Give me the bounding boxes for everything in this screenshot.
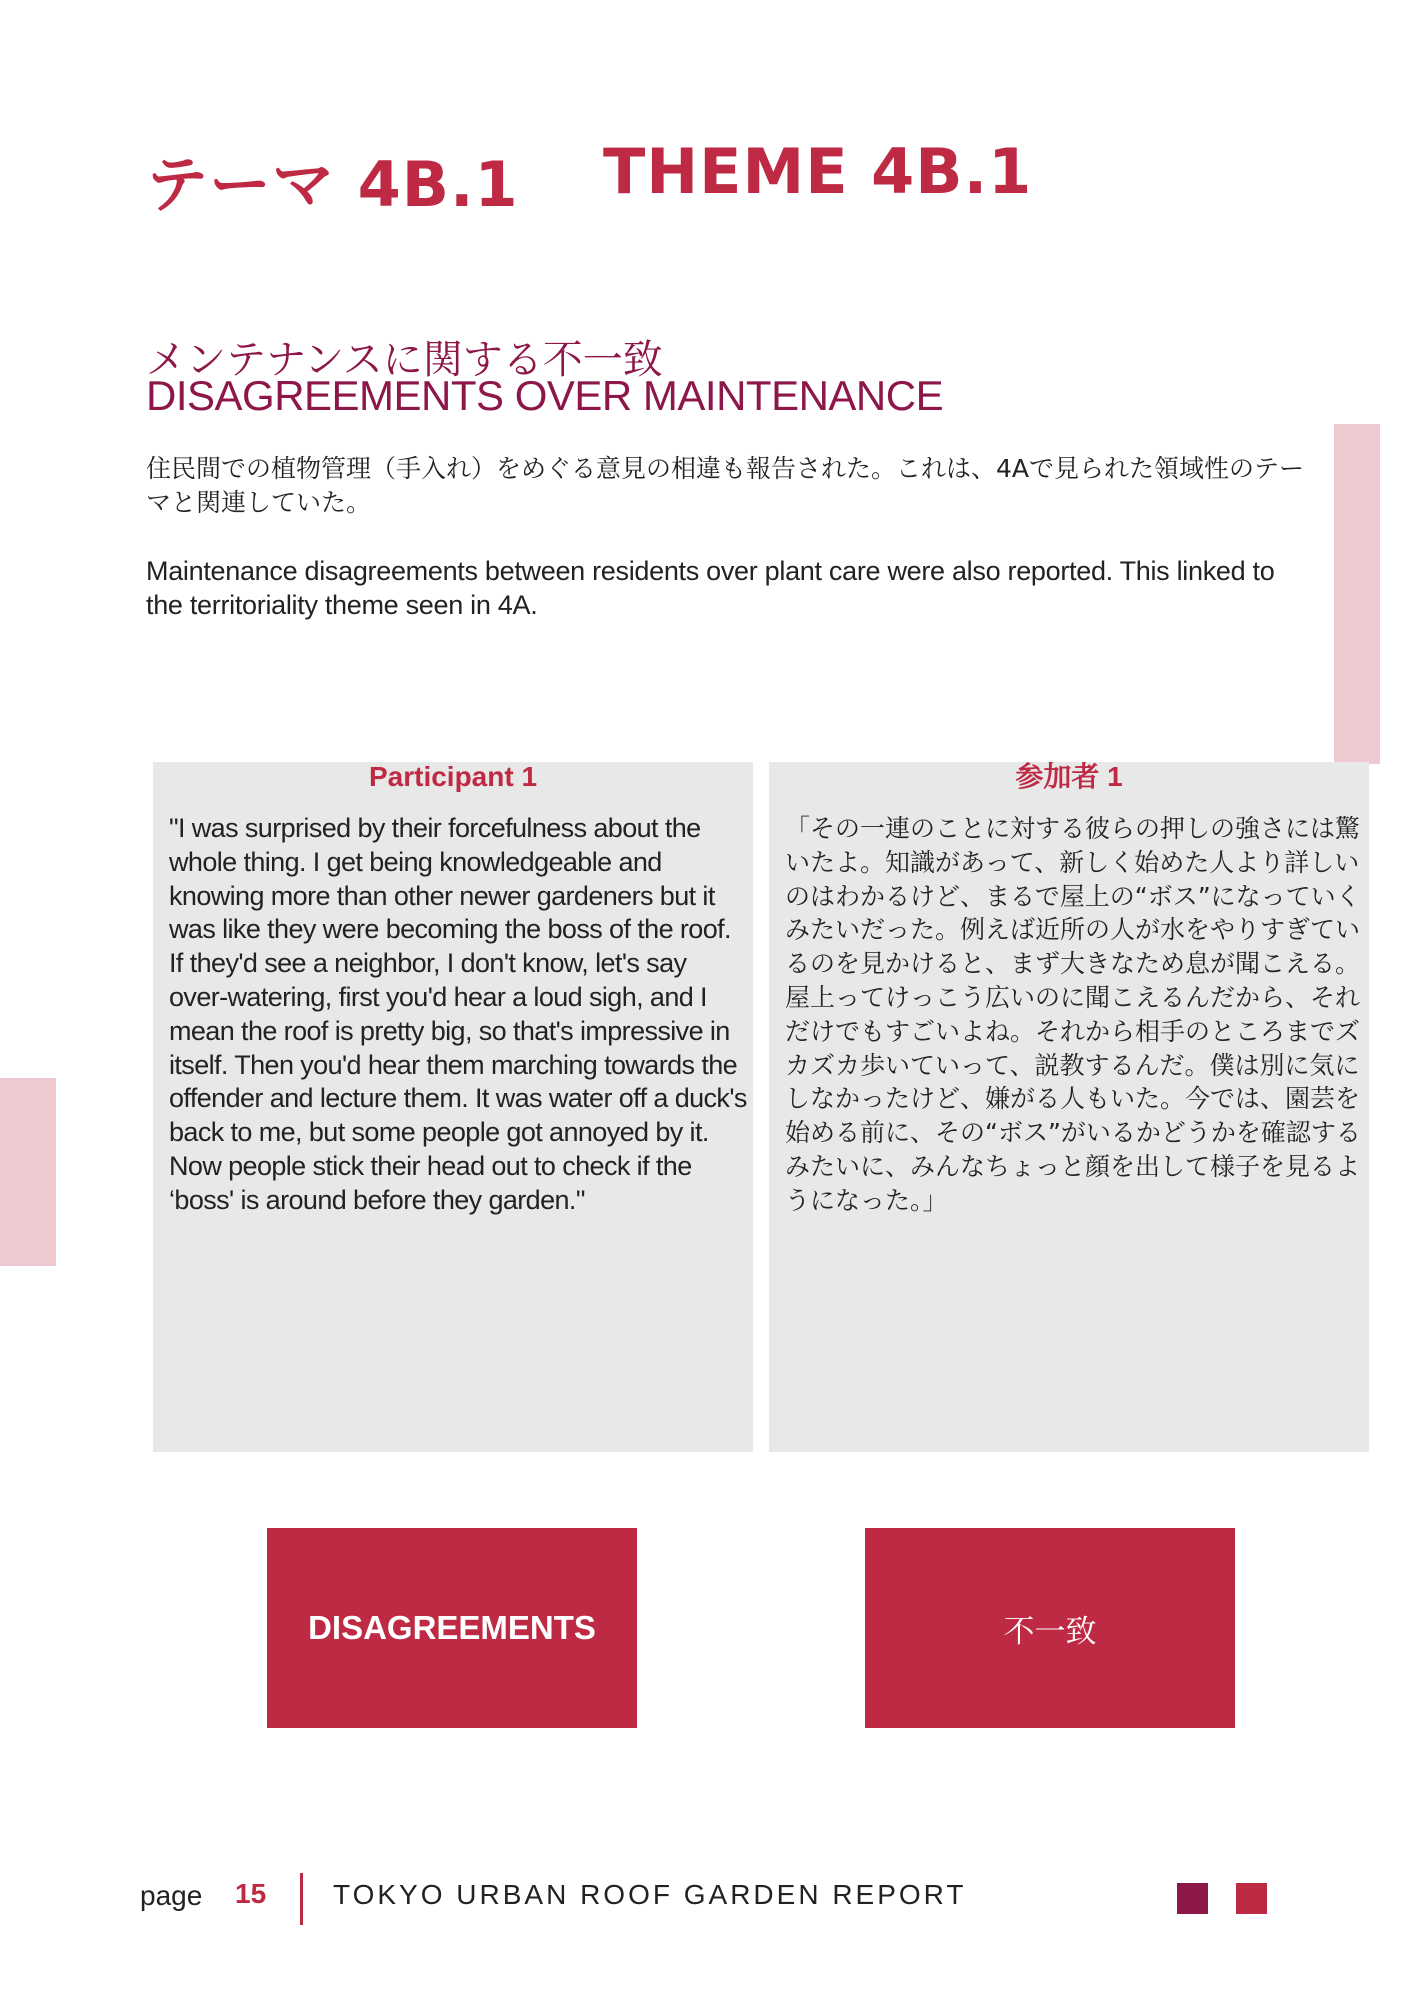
decorative-pink-bar-left [0,1078,56,1266]
decorative-pink-bar-right [1334,424,1380,764]
tag-disagreements-en: DISAGREEMENTS [267,1528,637,1728]
subtitle-en: DISAGREEMENTS OVER MAINTENANCE [146,372,944,419]
intro-paragraph-jp: 住民間での植物管理（手入れ）をめぐる意見の相違も報告された。これは、4Aで見られた領域性のテーマと関連していた。 [146,454,1305,517]
footer-square-accent [1236,1883,1267,1914]
quote-card-title-en: Participant 1 [368,761,538,792]
tag-disagreements-jp: 不一致 [865,1528,1235,1728]
quote-text-en: "I was surprised by their forcefulness about the whole thing. I get being knowledgeable and knowing more than other newer gardeners but it was like they were becoming the boss of the roof. If they'd see a neighbor, I don't know, let's say over-watering, first you'd hear a loud sigh, and I mean the roof is pretty big, so that's impressive in itself. Then you'd hear them marching towards the offender and lecture them. It was water off a duck's back to me, but some people got annoyed by it. Now people stick their head out to check if the ‘boss' is around before they garden." [169,813,747,1215]
footer-page-label: page [140,1880,203,1911]
footer-divider [300,1873,303,1925]
subtitle-jp: メンテナンスに関する不一致 [146,337,663,383]
quote-card-english [153,762,753,1452]
theme-title-jp: テーマ 4B.1 [146,148,519,221]
footer-square-dark [1177,1883,1208,1914]
theme-title-en: THEME 4B.1 [603,135,1033,208]
intro-paragraph-en: Maintenance disagreements between residents over plant care were also reported. This linked to the territoriality theme seen in 4A. [146,556,1275,620]
footer-page-number: 15 [235,1878,267,1909]
quote-card-title-jp: 参加者 1 [1015,761,1123,792]
quote-card-japanese [769,762,1369,1452]
footer-report-title: TOKYO URBAN ROOF GARDEN REPORT [333,1879,967,1910]
quote-text-jp: 「その一連のことに対する彼らの押しの強さには驚いたよ。知識があって、新しく始めた人より詳しいのはわかるけど、まるで屋上の“ボス”になっていくみたいだった。例えば近所の人が水をやりすぎているのを見かけると、まず大きなため息が聞こえる。屋上ってけっこう広いのに聞こえるんだから、それだけでもすごいよね。それから相手のところまでズカズカ歩いていって、説教するんだ。僕は別に気にしなかったけど、嫌がる人もいた。今では、園芸を始める前に、その“ボス”がいるかどうかを確認するみたいに、みんなちょっと顔を出して様子を見るようになった。」 [785,814,1361,1215]
